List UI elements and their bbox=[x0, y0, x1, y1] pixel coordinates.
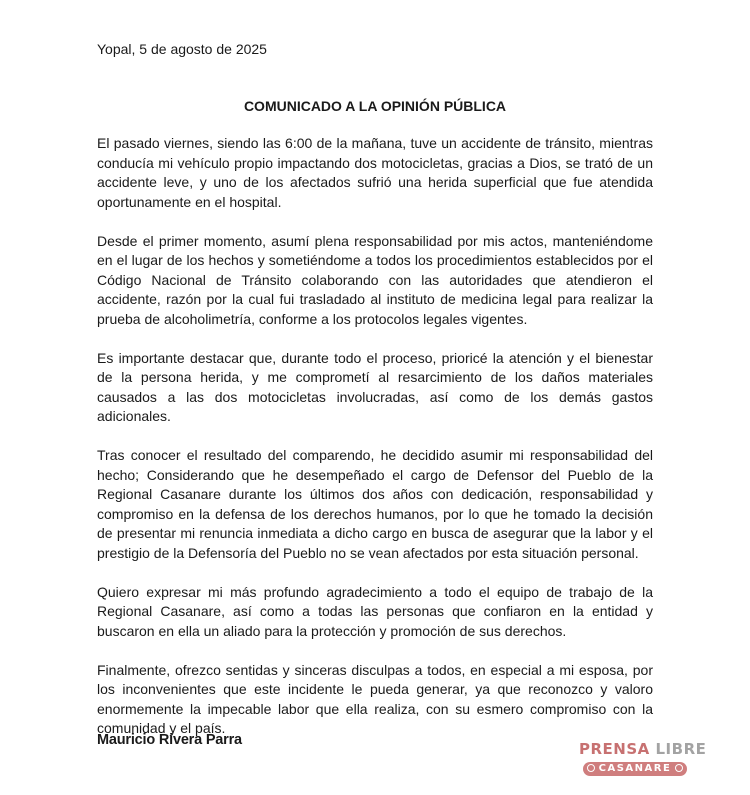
paragraph-apology: Finalmente, ofrezco sentidas y sinceras disculpas a todos, en especial a mi esposa, por los inconvenientes que este incidente le pueda generar, ya que reconozco y valoro enormemente la impecable labor que ella realiza, con su esmero compromiso con la comunidad y el país. bbox=[97, 661, 653, 736]
watermark-word-1: PRENSA bbox=[579, 740, 650, 758]
watermark-subtitle: CASANARE bbox=[598, 763, 672, 774]
paragraph-responsibility: Desde el primer momento, asumí plena responsabilidad por mis actos, manteniéndome en el lugar de los hechos y sometiéndome a todos los procedimientos establecidos por el Código Nacional de Tránsito colaborando con las autoridades que atendieron el accidente, razón por la cual fui trasladado al instituto de medicina legal para realizar la prueba de alcoholimetría, conforme a los protocolos legales vigentes. bbox=[97, 232, 653, 327]
circle-icon bbox=[675, 764, 683, 772]
document-title: COMUNICADO A LA OPINIÓN PÚBLICA bbox=[243, 98, 507, 114]
paragraph-resignation: Tras conocer el resultado del comparendo, he decidido asumir mi responsabilidad del hecho; Considerando que he desempeñado el cargo de Defensor del Pueblo de la Regional Casanare durante los últimos dos años con dedicación, responsabilidad y compromiso en la defensa de los derechos humanos, por lo que he tomado la decisión de presentar mi renuncia inmediata a dicho cargo en busca de asegurar que la labor y el prestigio de la Defensoría del Pueblo no se vean afectados por esta situación personal. bbox=[97, 447, 653, 561]
paragraph-gratitude: Quiero expresar mi más profundo agradecimiento a todo el equipo de trabajo de la Regional Casanare, así como a todas las personas que confiaron en la entidad y buscaron en ella un aliado para la protección y promoción de sus derechos. bbox=[97, 583, 653, 639]
paragraph-accident: El pasado viernes, siendo las 6:00 de la mañana, tuve un accidente de tránsito, mientras conducía mi vehículo propio impactando dos motocicletas, gracias a Dios, se trató de un accidente leve, y uno de los afectados sufrió una herida superficial que fue atendida oportunamente en el hospital. bbox=[97, 135, 653, 210]
document-body bbox=[97, 134, 653, 758]
paragraph-attention: Es importante destacar que, durante todo el proceso, prioricé la atención y el bienestar de la persona herida, y me comprometí al resarcimiento de los daños materiales causados a las dos motocicletas involucradas, así como de los demás gastos adicionales. bbox=[97, 349, 653, 424]
circle-icon bbox=[587, 764, 595, 772]
watermark-word-2: LIBRE bbox=[655, 740, 707, 758]
prensa-libre-watermark-logo bbox=[573, 740, 707, 782]
watermark-subtitle-band bbox=[583, 762, 687, 776]
date-line: Yopal, 5 de agosto de 2025 bbox=[97, 41, 267, 57]
watermark-title bbox=[579, 740, 706, 758]
signature-name: Mauricio Rivera Parra bbox=[97, 732, 242, 748]
